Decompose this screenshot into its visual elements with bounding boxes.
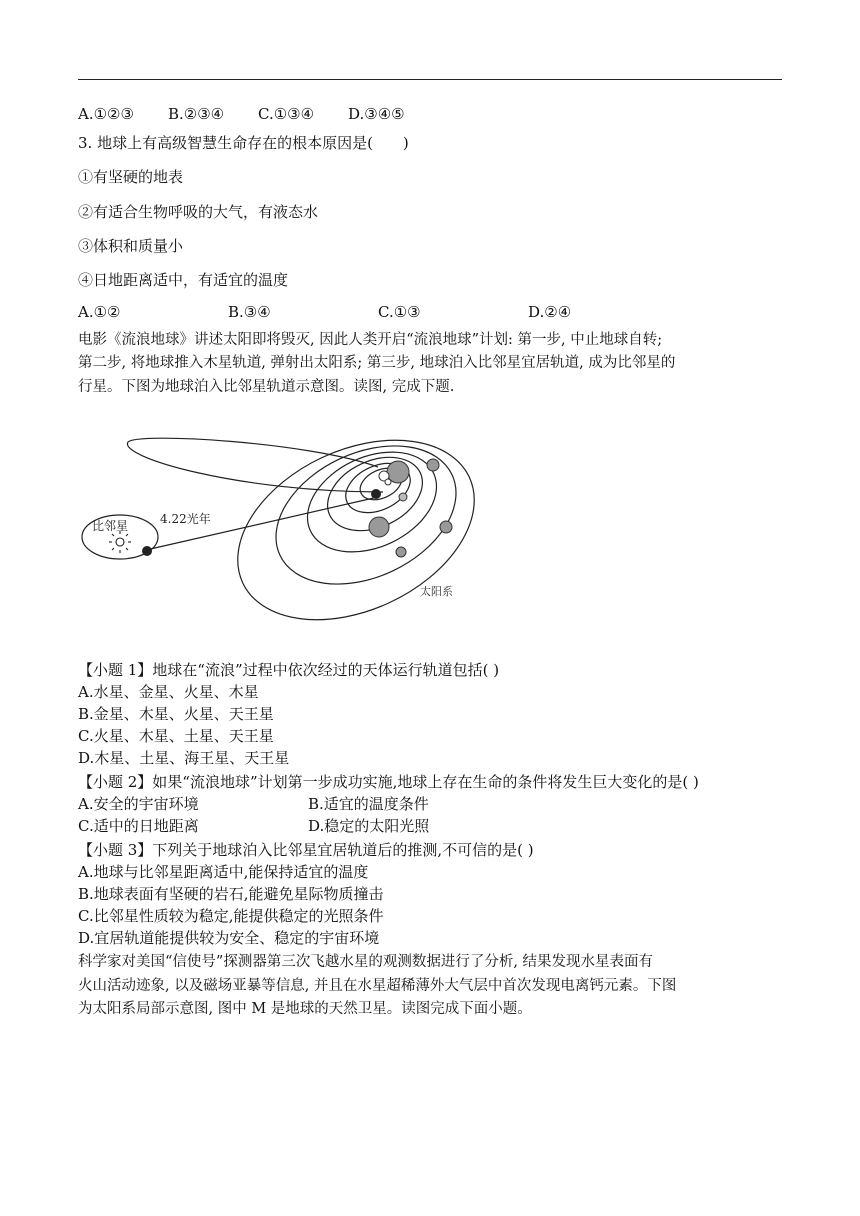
planet-saturn xyxy=(427,459,439,471)
q3-item-1: ①有坚硬的地表 xyxy=(78,168,184,186)
earth-near-proxima xyxy=(142,546,152,556)
planet-jupiter xyxy=(369,517,389,537)
sub2-option-a: A.安全的宇宙环境 xyxy=(78,795,199,813)
planet-uranus xyxy=(440,521,452,533)
q2-option-c: C.①③④ xyxy=(258,105,315,123)
proxima-star-icon xyxy=(109,531,131,553)
planet-mars xyxy=(399,493,407,501)
header-rule xyxy=(78,79,782,80)
q3-options xyxy=(78,302,571,322)
sub1-option-d: D.木星、土星、海王星、天王星 xyxy=(78,749,290,767)
label-distance: 4.22光年 xyxy=(160,512,211,526)
passage2-line-2: 火山活动迹象, 以及磁场亚暴等信息, 并且在水星超稀薄外大气层中首次发现电离钙元素。下图 xyxy=(78,978,677,994)
q3-item-2: ②有适合生物呼吸的大气，有液态水 xyxy=(78,203,319,221)
sub3-stem: 【小题 3】下列关于地球泊入比邻星宜居轨道后的推测,不可信的是( ) xyxy=(78,841,534,859)
passage1-line-3: 行星。下图为地球泊入比邻星轨道示意图。读图, 完成下题. xyxy=(78,379,455,395)
q3-option-a: A.①② xyxy=(78,303,121,321)
q2-option-d: D.③④⑤ xyxy=(348,105,405,123)
q3-option-d: D.②④ xyxy=(528,303,572,321)
passage1-line-2: 第二步, 将地球推入木星轨道, 弹射出太阳系; 第三步, 地球泊入比邻星宜居轨道, 成为比邻星的 xyxy=(78,355,676,371)
q3-item-4: ④日地距离适中，有适宜的温度 xyxy=(78,271,289,289)
q3-item-3: ③体积和质量小 xyxy=(78,237,184,255)
sub2-options-row-2 xyxy=(78,816,429,836)
sub2-option-d: D.稳定的太阳光照 xyxy=(308,817,430,835)
planet-inner-2 xyxy=(385,479,391,485)
planet-neptune xyxy=(396,547,406,557)
sub3-option-c: C.比邻星性质较为稳定,能提供稳定的光照条件 xyxy=(78,907,384,925)
q2-option-a: A.①②③ xyxy=(78,105,134,123)
passage2-line-1: 科学家对美国“信使号”探测器第三次飞越水星的观测数据进行了分析, 结果发现水星表面有 xyxy=(78,954,654,970)
sub3-option-a: A.地球与比邻星距离适中,能保持适宜的温度 xyxy=(78,863,369,881)
sub1-option-c: C.火星、木星、土星、天王星 xyxy=(78,727,274,745)
planet-earth xyxy=(371,489,381,499)
sub2-stem: 【小题 2】如果“流浪地球”计划第一步成功实施,地球上存在生命的条件将发生巨大变化的是( ) xyxy=(78,773,699,791)
sub1-stem: 【小题 1】地球在“流浪”过程中依次经过的天体运行轨道包括( ) xyxy=(78,661,500,679)
sub3-option-b: B.地球表面有坚硬的岩石,能避免星际物质撞击 xyxy=(78,885,384,903)
sub1-option-b: B.金星、木星、火星、天王星 xyxy=(78,705,274,723)
sub2-options-row-1 xyxy=(78,794,429,814)
q3-option-c: C.①③ xyxy=(378,303,421,321)
sub2-option-c: C.适中的日地距离 xyxy=(78,817,199,835)
label-solar-system: 太阳系 xyxy=(420,585,453,598)
sub3-option-d: D.宜居轨道能提供较为安全、稳定的宇宙环境 xyxy=(78,929,380,947)
orbit-5 xyxy=(254,422,478,611)
orbit-4 xyxy=(291,432,452,571)
label-proxima: 比邻星 xyxy=(92,519,129,533)
q3-option-b: B.③④ xyxy=(228,303,271,321)
sub1-option-a: A.水星、金星、火星、木星 xyxy=(78,683,259,701)
sub2-option-b: B.适宜的温度条件 xyxy=(308,795,429,813)
passage1-line-1: 电影《流浪地球》讲述太阳即将毁灭, 因此人类开启“流浪地球”计划: 第一步, 中止地球自转; xyxy=(78,332,663,348)
orbit-diagram xyxy=(78,422,478,632)
q2-option-b: B.②③④ xyxy=(168,105,225,123)
q3-stem: 3. 地球上有高级智慧生命存在的根本原因是( ) xyxy=(78,134,409,152)
q2-options xyxy=(78,104,405,124)
passage2-line-3: 为太阳系局部示意图, 图中 M 是地球的天然卫星。读图完成下面小题。 xyxy=(78,1001,532,1017)
